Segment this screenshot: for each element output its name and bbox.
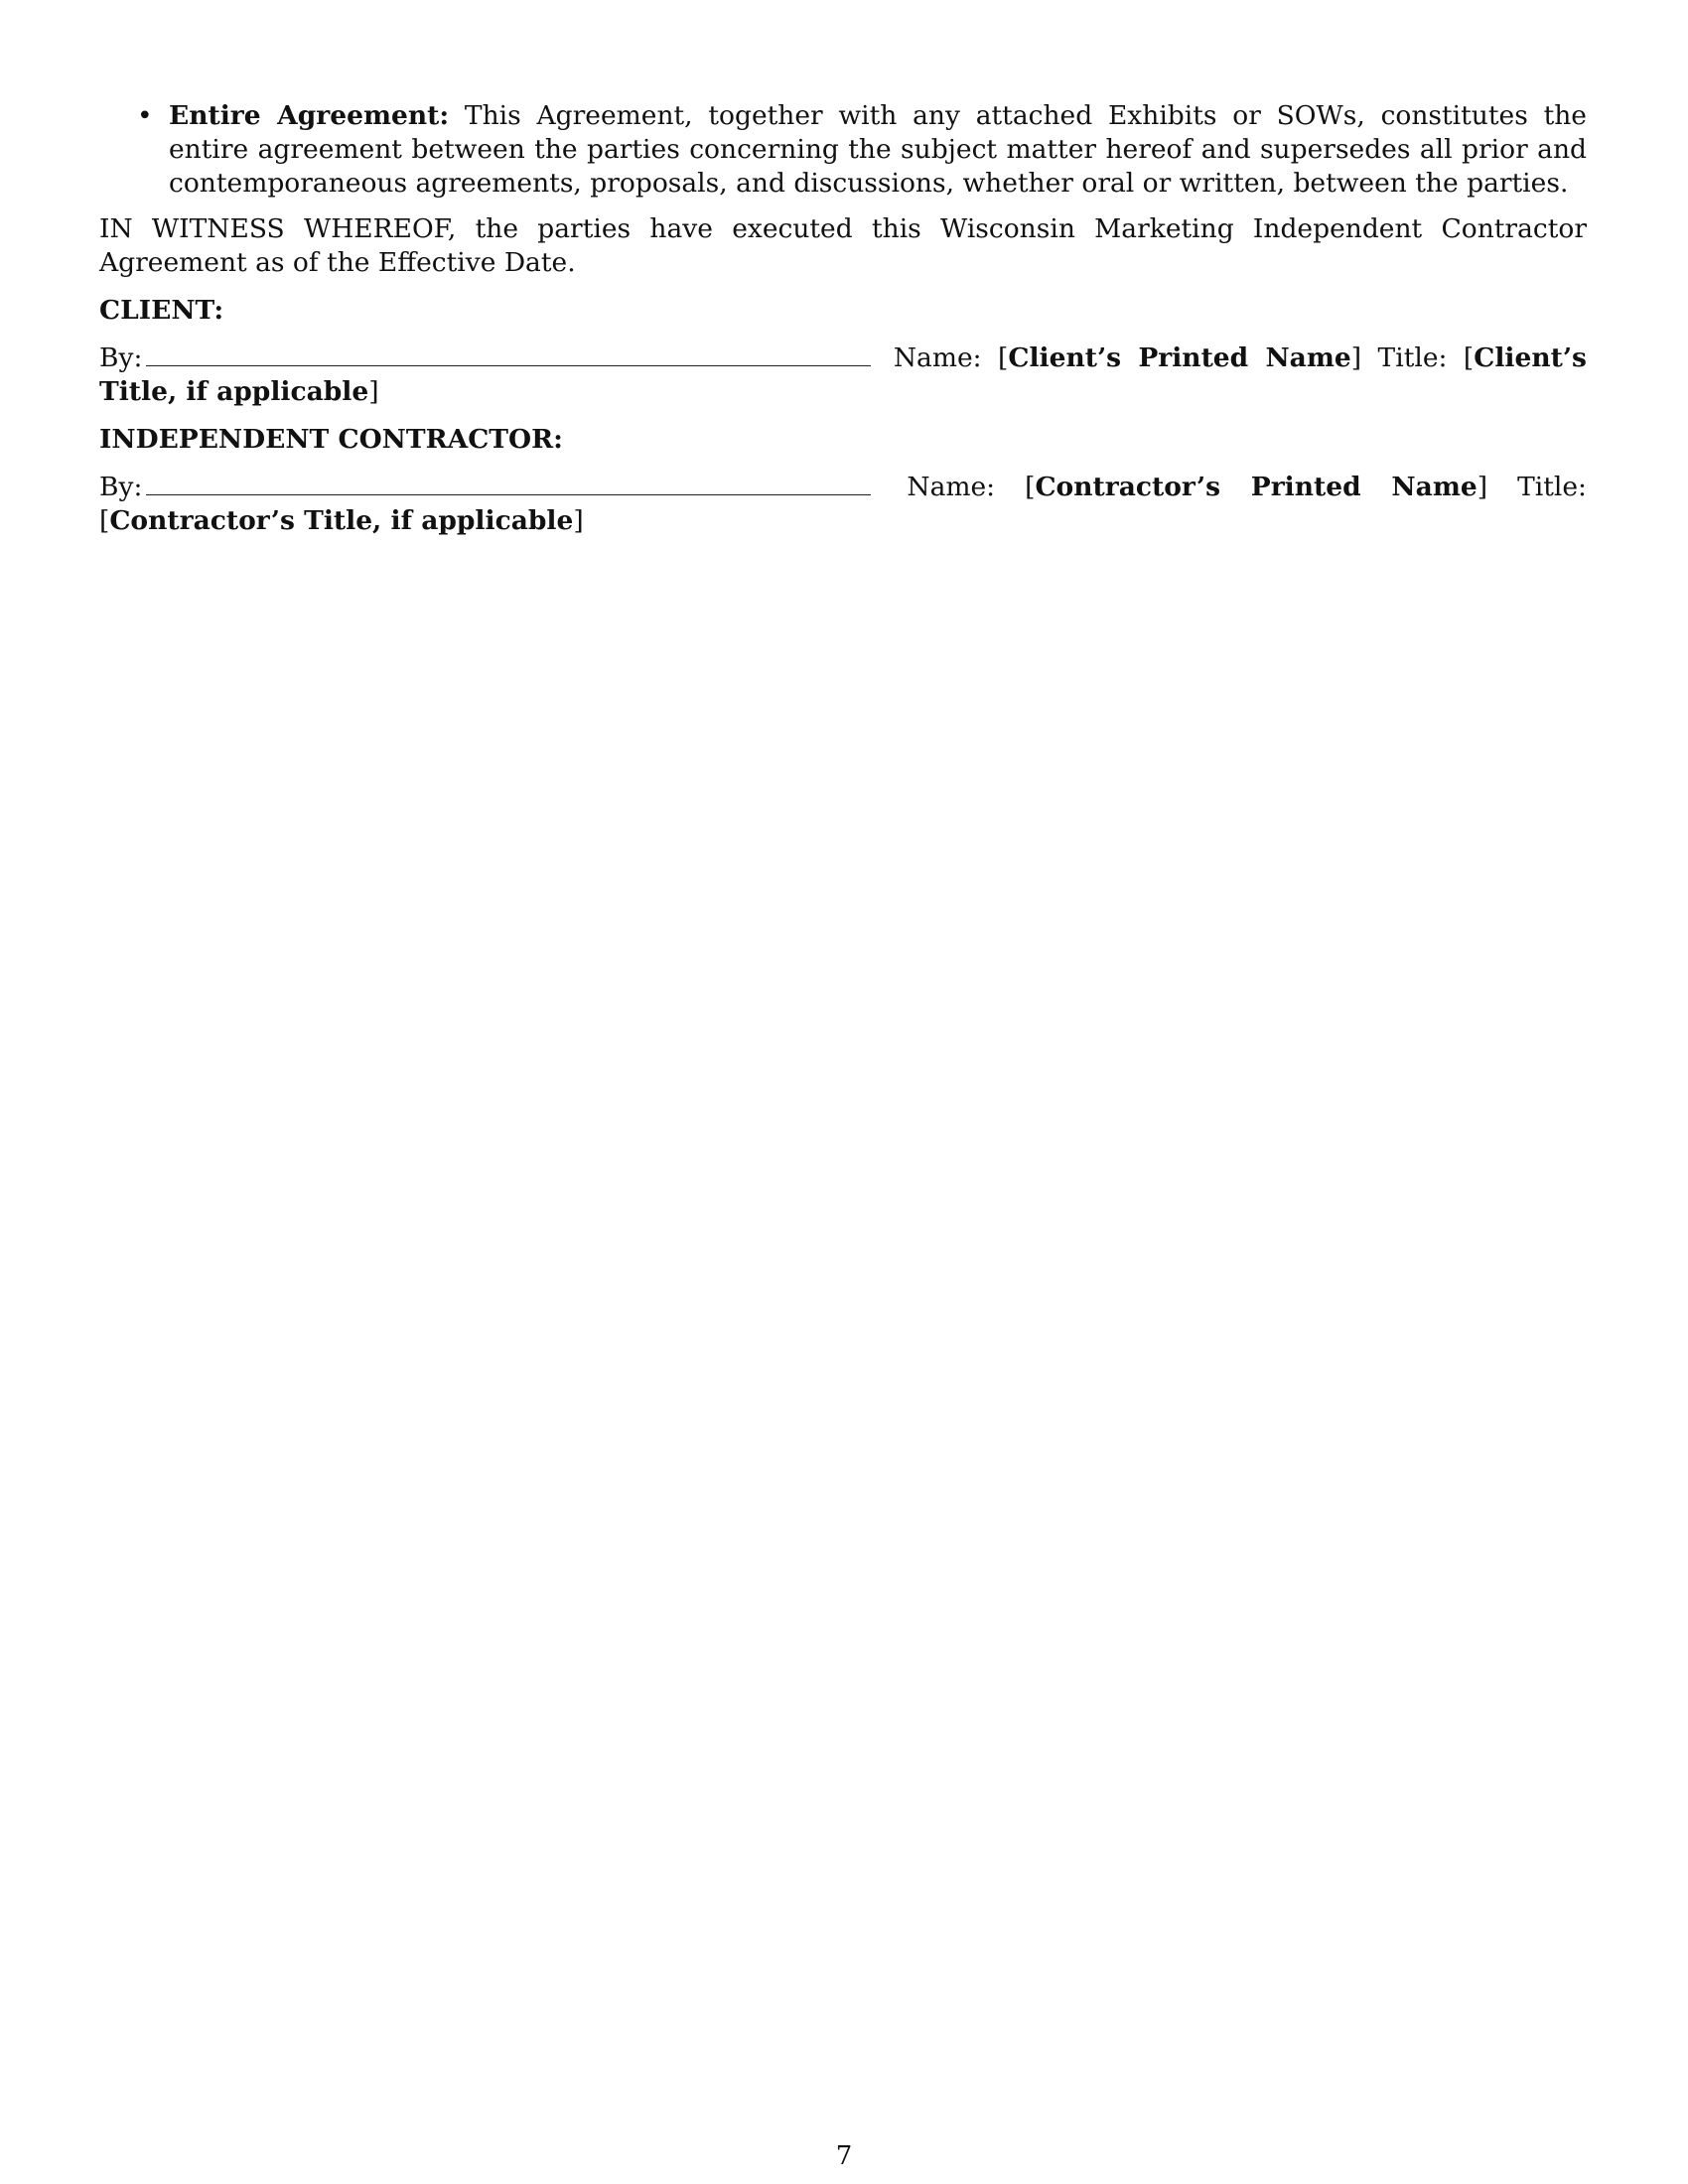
contractor-title-open-bracket: [ (99, 505, 110, 536)
clause-list (99, 99, 1587, 201)
client-title-open-bracket: [ (1463, 342, 1475, 373)
client-name-label: Name: (893, 342, 982, 373)
contractor-signature-block (99, 471, 1587, 538)
clause-entire-agreement (99, 99, 1587, 201)
client-printed-name: Client’s Printed Name (1008, 342, 1351, 373)
document-page (99, 99, 1587, 552)
witness-paragraph: IN WITNESS WHEREOF, the parties have executed this Wisconsin Marketing Independent Contractor Agreement as of the Effective Date. (99, 213, 1587, 278)
bullet-icon: • (137, 100, 153, 131)
client-signature-block (99, 341, 1587, 409)
contractor-name-label: Name: (907, 472, 996, 502)
contractor-title-value: Contractor’s Title, if applicable (109, 505, 574, 536)
contractor-title-label: Title: (1517, 472, 1587, 502)
contractor-signature-line[interactable] (146, 471, 871, 495)
client-title-close-bracket: ] (368, 376, 379, 407)
page-number: 7 (835, 2141, 853, 2171)
contractor-name-open-bracket: [ (1025, 472, 1036, 502)
client-by-label: By: (99, 342, 143, 373)
client-title-label: Title: (1377, 342, 1448, 373)
contractor-printed-name: Contractor’s Printed Name (1035, 472, 1477, 502)
client-title-value: Client’s Title, if applicable (99, 342, 1587, 407)
client-name-open-bracket: [ (998, 342, 1009, 373)
contractor-heading: INDEPENDENT CONTRACTOR: (99, 424, 563, 455)
client-signature-line[interactable] (146, 341, 871, 366)
clause-title: Entire Agreement: (169, 100, 450, 131)
contractor-by-label: By: (99, 472, 143, 502)
clause-text: This Agreement, together with any attached Exhibits or SOWs, constitutes the entire agreement between the parties concerning the subject matter hereof and supersedes all prior and contemporaneous agreements, proposals, and discussions, whether oral or written, between the parties. (169, 100, 1587, 199)
contractor-title-close-bracket: ] (573, 505, 584, 536)
client-name-close-bracket: ] (1350, 342, 1362, 373)
contractor-name-close-bracket: ] (1477, 472, 1488, 502)
client-heading: CLIENT: (99, 295, 224, 326)
